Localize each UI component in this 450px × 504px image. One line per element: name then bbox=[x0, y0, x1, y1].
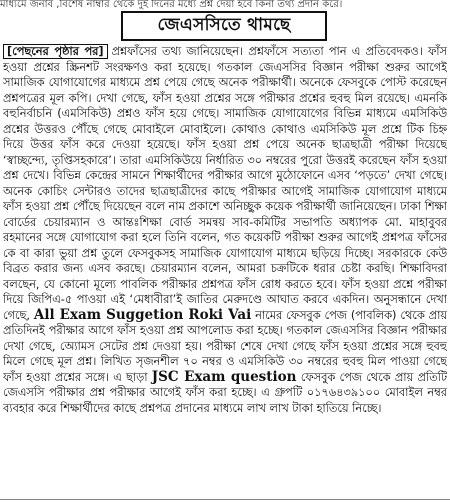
continued-from-label: [পেছনের পৃষ্ঠার পর] bbox=[3, 44, 108, 59]
facebook-page-name-2: JSC Exam question bbox=[151, 368, 297, 385]
clipping-top-fragment bbox=[0, 0, 450, 10]
clipping-bottom-edge bbox=[0, 499, 450, 504]
headline-box bbox=[121, 11, 327, 41]
facebook-page-name-1: All Exam Suggetion Roki Vai bbox=[33, 306, 252, 323]
headline: জেএসসিতে থামছে bbox=[157, 15, 291, 35]
paragraph-text-b: নামের ফেসবুক পেজ (পাবলিক) থেকে প্রায় প্রতিদিনই পরীক্ষার আগে ফাঁস হওয়া প্রশ্ন আপলোড করা হচ্ছে। গতকাল জেএসসির বিজ্ঞান পরীক্ষার দেখা গেছে, অ্যোমস সেটের প্রশ্ন দেওয়া হয়। পরীক্ষা শেষে দেখা গেছে ফাঁস হওয়া প্রশ্নের সঙ্গে হুবহু মিলে গেছে মূল প্রশ্ন। লিখিত সৃজনশীল ৭০ নম্বর ও এমসিকিউ ৩০ নম্বরের হুবহু মিল পাওয়া গেছে ফাঁস হওয়া প্রশ্নের সঙ্গে। এ ছাড়া bbox=[3, 308, 447, 384]
paragraph-text-a: প্রশ্নফাঁসের তথ্য জানিয়েছেন। প্রশ্নফাঁসে সত্যতা পান এ প্রতিবেদকও। ফাঁস হওয়া প্রশ্নের স্ক্রিনশট সংরক্ষণও করা হয়েছে। গতকাল জেএসসির বিজ্ঞান পরীক্ষা শুরুর আগেই সামাজিক যোগাযোগের মাধ্যমে প্রশ্ন পেয়ে গেছে অনেক পরীক্ষার্থী। অনেকে ফেসবুকে পোস্ট করেছেন প্রশ্নপত্রের মূল কপি। দেখা গেছে, ফাঁস হওয়া প্রশ্নের সঙ্গে পরীক্ষার প্রশ্নের হুবহু মিল রয়েছে। এমনকি বহুনির্বাচনি (এমসিকিউ) প্রশ্নও ফাঁস হয়ে গেছে। সামাজিক যোগাযোগের বিভিন্ন মাধ্যমে এমসিকিউ প্রশ্নের উত্তরও পৌঁছে গেছে মোবাইলে মোবাইলে। কোথাও কোথাও এমসিকিউ মূল প্রশ্নে টিক চিহ্ন দিয়ে উত্তর ফাঁস করে দেওয়া হয়েছে। ফাঁস হওয়া প্রশ্ন পেয়ে অনেক ছাত্রছাত্রী পরীক্ষা দিয়েছে ‘স্বাচ্ছন্দ্যে, তৃপ্তিসহকারে’। তারা এমসিকিউয়ে নির্ধারিত ৩০ নম্বরের পুরো উত্তরই করেছেন ফাঁস হওয়া প্রশ্ন দেখে। বিভিন্ন কেন্দ্রের সামনে শিক্ষার্থীদের পরীক্ষার আগে মুঠোফোনে এসব ‘পড়তে’ দেখা গেছে। অনেক কোচিং সেন্টারও তাদের ছাত্রছাত্রীদের কাছে পরীক্ষার আগেই সামাজিক যোগাযোগ মাধ্যমে ফাঁস হওয়া প্রশ্ন পৌঁছে দিয়েছেন বলে নাম প্রকাশে অনিচ্ছুক কয়েক পরীক্ষার্থী জানিয়েছেন। ঢাকা শিক্ষা বোর্ডের চেয়ারম্যান ও আন্তঃশিক্ষা বোর্ড সমন্বয় সাব-কমিটির সভাপতি অধ্যাপক মো. মাহাবুবর রহমানের সঙ্গে যোগাযোগ করা হলে তিনি বলেন, গত কয়েকটি পরীক্ষা শুরুর আগেই প্রশ্নপত্র ফাঁসের কে বা কারা ভুয়া প্রশ্ন তুলে ফেসবুকসহ সামাজিক যোগাযোগ মাধ্যমে ছড়িয়ে দিচ্ছে। সরকারকে কেউ বিব্রত করার জন্য এসব করছে। চেয়ারম্যান বলেন, আমরা চক্রটিকে ধরার চেষ্টা করছি। শিক্ষাবিদরা বলছেন, যে কোনো মূল্যে পাবলিক পরীক্ষার প্রশ্নপত্র ফাঁস রোধ করতে হবে। ফাঁস হওয়া প্রশ্নে পরীক্ষা দিয়ে জিপিএ-৫ পাওয়া এই ‘মেধাবীরা’ই জাতির মেরুদণ্ডে আঘাত করবে একদিন। অনুসন্ধানে দেখা গেছে, bbox=[3, 45, 447, 322]
top-fragment-text: মাধ্যমে জনাব ,বিশেষ নাম্বার থেকে দুই দিনের মধ্যে প্রশ্ন দেয়া হবে কিনা তথ্য প্রদান করে। bbox=[0, 0, 343, 10]
article-paragraph bbox=[3, 44, 447, 416]
paragraph-text-c: ফেসবুক পেজ থেকে প্রায় প্রতিটি জেএসসি পরীক্ষার প্রশ্ন পরীক্ষার আগেই ফাঁস করা হচ্ছে। এ গ্রুপটি ০১৭৬৪৩৯১০০ মোবাইল নম্বর ব্যবহার করে শিক্ষার্থীদের কাছে প্রশ্নপত্র প্রদানের মাধ্যমে লাখ লাখ টাকা হাতিয়ে নিচ্ছে। bbox=[3, 370, 447, 415]
article-body bbox=[3, 44, 447, 500]
